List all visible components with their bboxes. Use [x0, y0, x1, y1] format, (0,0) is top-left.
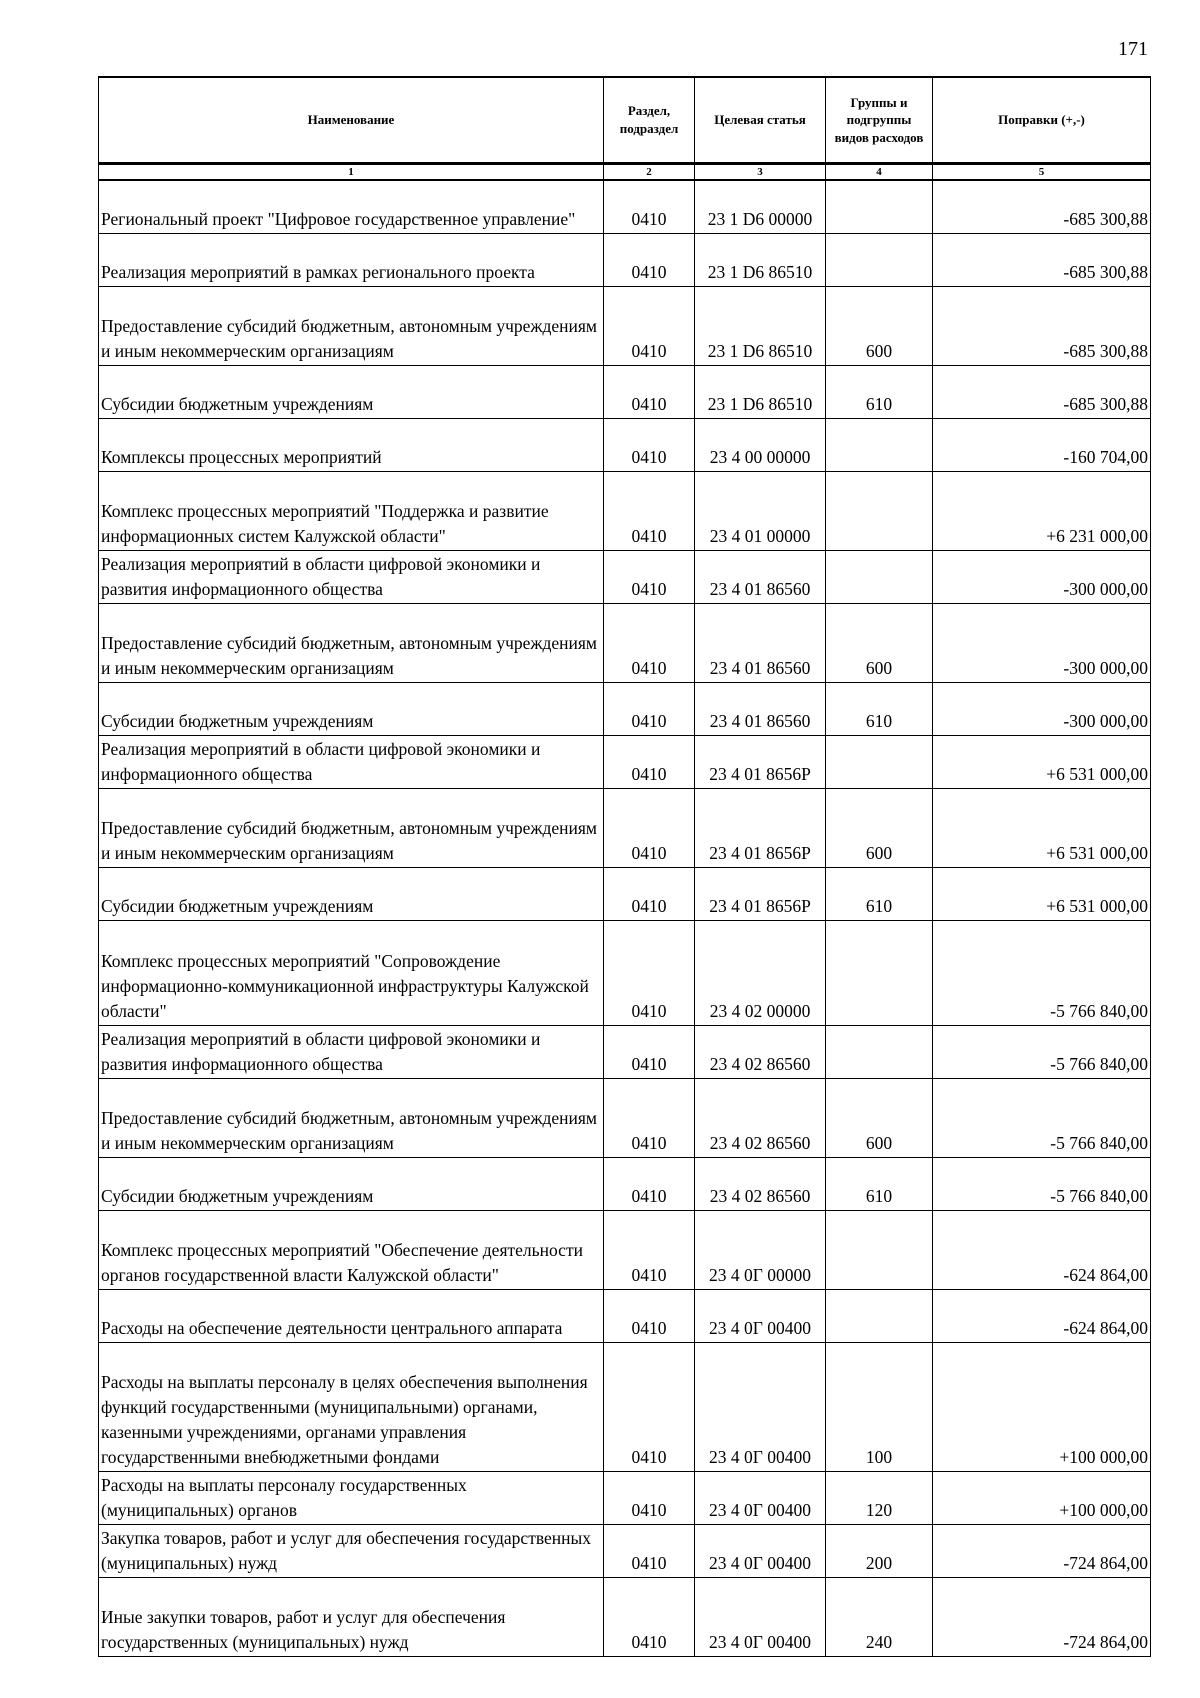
- row-article: 23 4 01 00000: [695, 472, 826, 551]
- row-section: 0410: [604, 789, 695, 868]
- row-article: 23 1 D6 86510: [695, 287, 826, 366]
- row-amount: -300 000,00: [933, 683, 1151, 736]
- row-group: [826, 234, 933, 287]
- row-name: Комплекс процессных мероприятий "Поддержка и развитие информационных систем Калужской области": [99, 472, 604, 551]
- row-name: Комплекс процессных мероприятий "Обеспечение деятельности органов государственной власти Калужской области": [99, 1211, 604, 1290]
- row-amount: -685 300,88: [933, 366, 1151, 419]
- row-name: Закупка товаров, работ и услуг для обеспечения государственных (муниципальных) нужд: [99, 1525, 604, 1578]
- row-group: 240: [826, 1578, 933, 1657]
- row-section: 0410: [604, 604, 695, 683]
- row-section: 0410: [604, 1211, 695, 1290]
- row-name: Иные закупки товаров, работ и услуг для обеспечения государственных (муниципальных) нужд: [99, 1578, 604, 1657]
- table-row: [99, 1211, 1151, 1290]
- row-article: 23 1 D6 86510: [695, 366, 826, 419]
- row-article: 23 4 0Г 00400: [695, 1472, 826, 1525]
- row-section: 0410: [604, 419, 695, 472]
- table-row: [99, 789, 1151, 868]
- row-section: 0410: [604, 234, 695, 287]
- row-group: 610: [826, 1158, 933, 1211]
- table-row: [99, 683, 1151, 736]
- row-name: Расходы на выплаты персоналу государственных (муниципальных) органов: [99, 1472, 604, 1525]
- header-name: Наименование: [99, 77, 604, 164]
- row-name: Субсидии бюджетным учреждениям: [99, 1158, 604, 1211]
- row-article: 23 4 01 8656P: [695, 736, 826, 789]
- row-article: 23 4 02 86560: [695, 1026, 826, 1079]
- header-row: [99, 77, 1151, 164]
- row-article: 23 4 02 86560: [695, 1079, 826, 1158]
- row-section: 0410: [604, 472, 695, 551]
- row-group: 600: [826, 287, 933, 366]
- row-name: Субсидии бюджетным учреждениям: [99, 868, 604, 921]
- row-article: 23 4 0Г 00000: [695, 1211, 826, 1290]
- row-group: [826, 180, 933, 234]
- row-group: [826, 1290, 933, 1343]
- column-number: 4: [826, 164, 933, 181]
- column-number: 2: [604, 164, 695, 181]
- table-row: [99, 921, 1151, 1026]
- row-group: 610: [826, 366, 933, 419]
- table-row: [99, 868, 1151, 921]
- row-amount: -160 704,00: [933, 419, 1151, 472]
- row-name: Комплекс процессных мероприятий "Сопровождение информационно-коммуникационной инфраструктуры Калужской области": [99, 921, 604, 1026]
- row-section: 0410: [604, 287, 695, 366]
- row-name: Предоставление субсидий бюджетным, автономным учреждениям и иным некоммерческим организациям: [99, 789, 604, 868]
- row-name: Расходы на выплаты персоналу в целях обеспечения выполнения функций государственными (муниципальными) органами, казенными учреждениями, органами управления государственными внебюджетными фондами: [99, 1343, 604, 1472]
- row-name: Предоставление субсидий бюджетным, автономным учреждениям и иным некоммерческим организациям: [99, 287, 604, 366]
- header-amount: Поправки (+,-): [933, 77, 1151, 164]
- row-amount: -624 864,00: [933, 1211, 1151, 1290]
- row-name: Реализация мероприятий в рамках регионального проекта: [99, 234, 604, 287]
- row-article: 23 4 01 8656P: [695, 868, 826, 921]
- table-row: [99, 180, 1151, 234]
- row-section: 0410: [604, 868, 695, 921]
- header-section: Раздел, подраздел: [604, 77, 695, 164]
- header-group: Группы и подгруппы видов расходов: [826, 77, 933, 164]
- table-row: [99, 1525, 1151, 1578]
- row-amount: -5 766 840,00: [933, 921, 1151, 1026]
- row-amount: -5 766 840,00: [933, 1079, 1151, 1158]
- row-article: 23 4 0Г 00400: [695, 1290, 826, 1343]
- table-row: [99, 366, 1151, 419]
- column-number: 1: [99, 164, 604, 181]
- row-group: 600: [826, 604, 933, 683]
- table-row: [99, 1026, 1151, 1079]
- row-section: 0410: [604, 1525, 695, 1578]
- row-amount: -685 300,88: [933, 180, 1151, 234]
- row-name: Реализация мероприятий в области цифровой экономики и развития информационного общества: [99, 551, 604, 604]
- table-row: [99, 1472, 1151, 1525]
- table-row: [99, 1343, 1151, 1472]
- row-section: 0410: [604, 1158, 695, 1211]
- row-article: 23 4 01 86560: [695, 604, 826, 683]
- row-group: 120: [826, 1472, 933, 1525]
- row-amount: -5 766 840,00: [933, 1026, 1151, 1079]
- row-section: 0410: [604, 921, 695, 1026]
- row-name: Предоставление субсидий бюджетным, автономным учреждениям и иным некоммерческим организациям: [99, 604, 604, 683]
- table-row: [99, 1578, 1151, 1657]
- row-amount: -685 300,88: [933, 287, 1151, 366]
- header-article: Целевая статья: [695, 77, 826, 164]
- row-name: Расходы на обеспечение деятельности центрального аппарата: [99, 1290, 604, 1343]
- row-group: [826, 1026, 933, 1079]
- row-section: 0410: [604, 180, 695, 234]
- row-section: 0410: [604, 736, 695, 789]
- row-section: 0410: [604, 1290, 695, 1343]
- row-name: Комплексы процессных мероприятий: [99, 419, 604, 472]
- column-number-row: [99, 164, 1151, 181]
- row-article: 23 4 02 86560: [695, 1158, 826, 1211]
- row-name: Предоставление субсидий бюджетным, автономным учреждениям и иным некоммерческим организациям: [99, 1079, 604, 1158]
- row-group: 610: [826, 868, 933, 921]
- budget-table: [98, 76, 1151, 1657]
- row-group: [826, 736, 933, 789]
- row-name: Реализация мероприятий в области цифровой экономики и развития информационного общества: [99, 1026, 604, 1079]
- column-number: 5: [933, 164, 1151, 181]
- row-section: 0410: [604, 683, 695, 736]
- row-amount: +6 531 000,00: [933, 868, 1151, 921]
- table-row: [99, 287, 1151, 366]
- row-article: 23 4 01 86560: [695, 551, 826, 604]
- row-section: 0410: [604, 1472, 695, 1525]
- row-group: 100: [826, 1343, 933, 1472]
- row-amount: -724 864,00: [933, 1578, 1151, 1657]
- row-group: 600: [826, 789, 933, 868]
- row-article: 23 4 01 86560: [695, 683, 826, 736]
- row-article: 23 4 0Г 00400: [695, 1525, 826, 1578]
- row-section: 0410: [604, 1026, 695, 1079]
- row-name: Реализация мероприятий в области цифровой экономики и информационного общества: [99, 736, 604, 789]
- table-row: [99, 736, 1151, 789]
- table-body: [99, 180, 1151, 1657]
- row-group: [826, 1211, 933, 1290]
- table-row: [99, 472, 1151, 551]
- row-group: 600: [826, 1079, 933, 1158]
- row-group: 200: [826, 1525, 933, 1578]
- row-amount: -685 300,88: [933, 234, 1151, 287]
- row-group: [826, 419, 933, 472]
- row-name: Субсидии бюджетным учреждениям: [99, 366, 604, 419]
- row-group: [826, 551, 933, 604]
- row-article: 23 4 00 00000: [695, 419, 826, 472]
- row-amount: -300 000,00: [933, 604, 1151, 683]
- column-number: 3: [695, 164, 826, 181]
- row-amount: +100 000,00: [933, 1343, 1151, 1472]
- table-row: [99, 234, 1151, 287]
- row-amount: +100 000,00: [933, 1472, 1151, 1525]
- row-group: [826, 921, 933, 1026]
- row-article: 23 4 01 8656P: [695, 789, 826, 868]
- row-amount: -300 000,00: [933, 551, 1151, 604]
- row-amount: -5 766 840,00: [933, 1158, 1151, 1211]
- table-row: [99, 551, 1151, 604]
- row-section: 0410: [604, 1578, 695, 1657]
- table-row: [99, 1158, 1151, 1211]
- row-section: 0410: [604, 1079, 695, 1158]
- row-article: 23 1 D6 86510: [695, 234, 826, 287]
- row-section: 0410: [604, 551, 695, 604]
- row-amount: +6 231 000,00: [933, 472, 1151, 551]
- page-number: 171: [1118, 38, 1148, 60]
- row-name: Субсидии бюджетным учреждениям: [99, 683, 604, 736]
- row-section: 0410: [604, 366, 695, 419]
- row-amount: -624 864,00: [933, 1290, 1151, 1343]
- row-group: 610: [826, 683, 933, 736]
- table-row: [99, 1290, 1151, 1343]
- row-article: 23 4 02 00000: [695, 921, 826, 1026]
- row-article: 23 1 D6 00000: [695, 180, 826, 234]
- row-name: Региональный проект "Цифровое государственное управление": [99, 180, 604, 234]
- row-article: 23 4 0Г 00400: [695, 1343, 826, 1472]
- table-row: [99, 419, 1151, 472]
- row-section: 0410: [604, 1343, 695, 1472]
- row-article: 23 4 0Г 00400: [695, 1578, 826, 1657]
- table-row: [99, 604, 1151, 683]
- table-row: [99, 1079, 1151, 1158]
- row-amount: +6 531 000,00: [933, 789, 1151, 868]
- row-amount: -724 864,00: [933, 1525, 1151, 1578]
- row-amount: +6 531 000,00: [933, 736, 1151, 789]
- row-group: [826, 472, 933, 551]
